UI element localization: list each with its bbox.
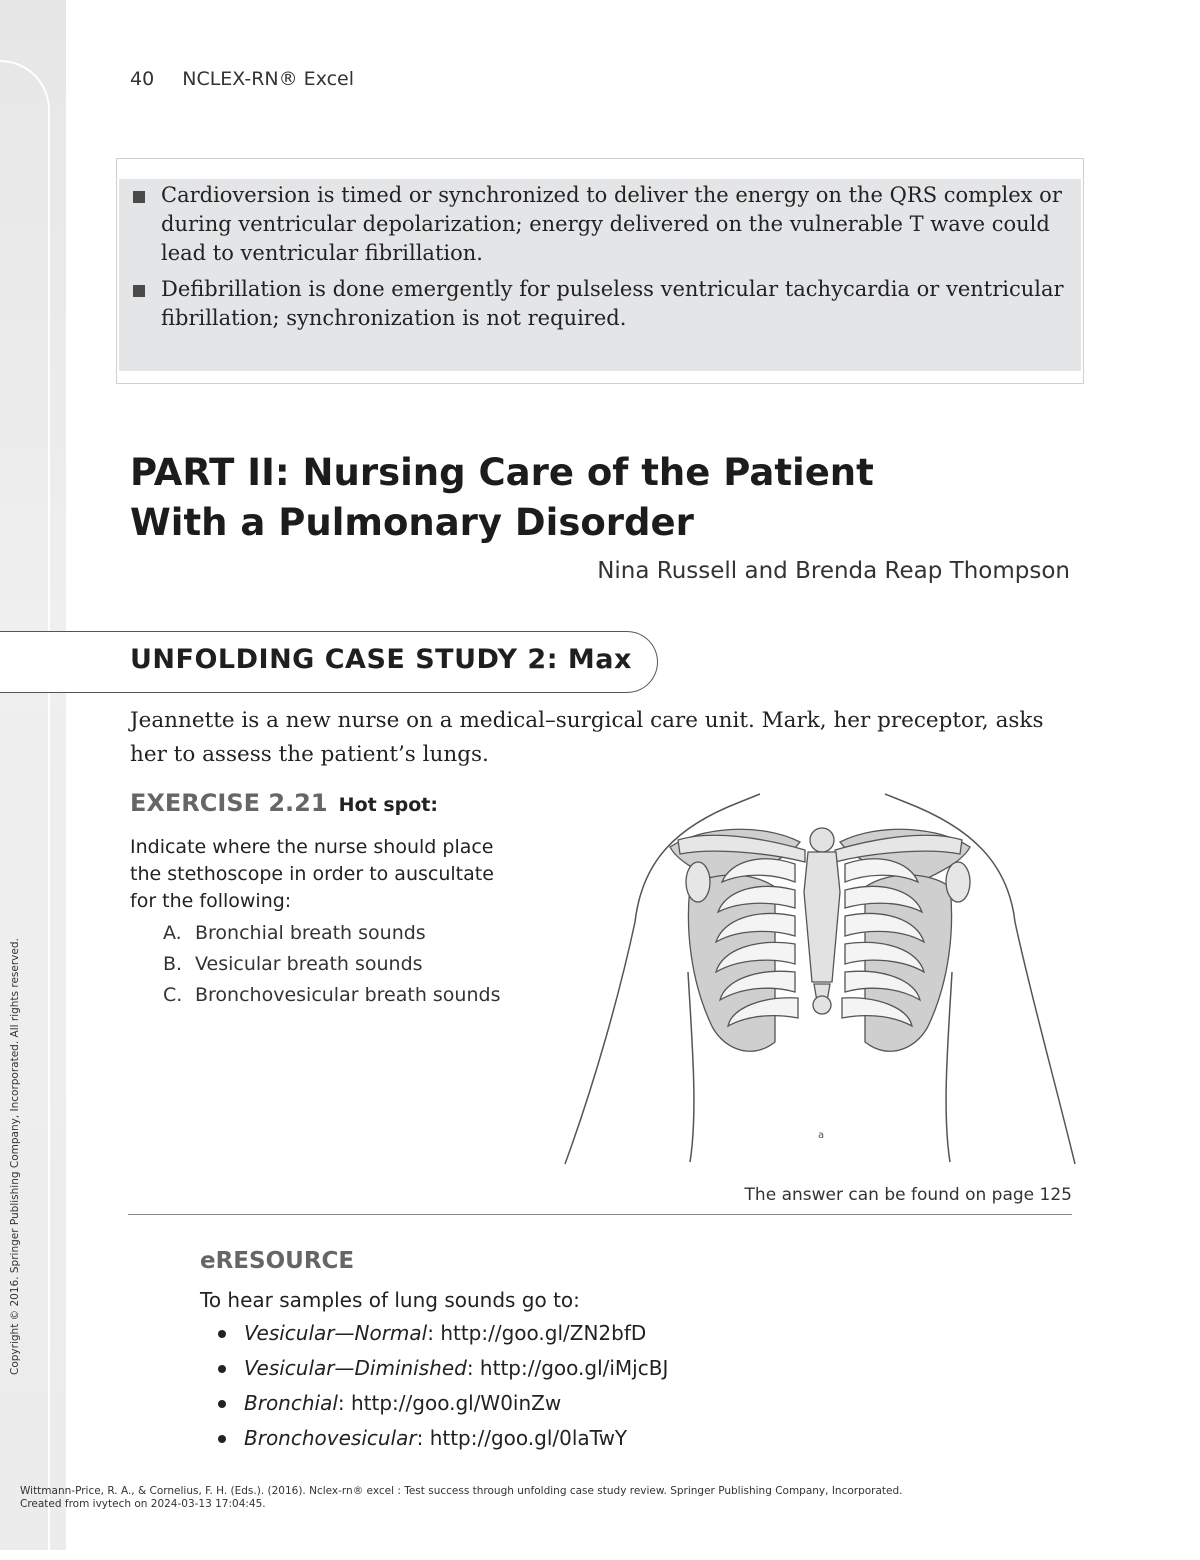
option-letter: A. (163, 922, 182, 944)
option-letter: C. (163, 984, 183, 1006)
bullet-icon (218, 1400, 226, 1408)
eresource-intro: To hear samples of lung sounds go to: (200, 1288, 580, 1312)
running-header (130, 68, 354, 90)
exercise-option (163, 949, 500, 980)
option-text: Bronchial breath sounds (195, 922, 426, 944)
page-number: 40 (130, 68, 155, 90)
option-letter: B. (163, 953, 183, 975)
part-title-line-2: With a Pulmonary Disorder (130, 501, 694, 544)
link-url[interactable]: : http://goo.gl/iMjcBJ (466, 1356, 669, 1380)
note-item-text: Defibrillation is done emergently for pulseless ventricular tachycardia or ventricular fibrillation; synchronization is not required. (161, 277, 1064, 330)
note-list (131, 181, 1067, 340)
chest-anatomy-figure[interactable] (560, 792, 1080, 1170)
bullet-icon (218, 1365, 226, 1373)
bullet-icon (218, 1330, 226, 1338)
exercise-heading (130, 789, 438, 817)
citation-footer (20, 1485, 903, 1511)
note-item (131, 275, 1067, 333)
citation-line: Wittmann-Price, R. A., & Cornelius, F. H. (Eds.). (2016). Nclex-rn® excel : Test success through unfolding case study review. Springer Publishing Company, Incorporated. (20, 1485, 903, 1497)
note-item-text: Cardioversion is timed or synchronized to deliver the energy on the QRS complex or during ventricular depolarization; energy delivered on the vulnerable T wave could lead to ventricular fibrillation. (161, 183, 1062, 265)
case-study-intro: Jeannette is a new nurse on a medical–surgical care unit. Mark, her preceptor, asks her to assess the patient’s lungs. (130, 708, 1044, 767)
figure-mark: a (818, 1130, 825, 1141)
link-label: Bronchial (244, 1391, 338, 1415)
square-bullet-icon (133, 285, 145, 297)
link-label: Vesicular—Diminished (244, 1356, 467, 1380)
bullet-icon (218, 1435, 226, 1443)
side-copyright-notice: Copyright © 2016. Springer Publishing Company, Incorporated. All rights reserved. (9, 938, 21, 1375)
link-url[interactable]: : http://goo.gl/0laTwY (416, 1426, 628, 1450)
chapter-authors: Nina Russell and Brenda Reap Thompson (597, 558, 1070, 584)
eresource-link-item[interactable] (218, 1421, 668, 1456)
margin-curve-decoration (0, 60, 50, 1560)
exercise-options (163, 918, 500, 1011)
exercise-option (163, 980, 500, 1011)
created-from-line: Created from ivytech on 2024-03-13 17:04:45. (20, 1498, 266, 1510)
answer-reference: The answer can be found on page 125 (744, 1185, 1072, 1205)
exercise-type: Hot spot: (338, 794, 438, 816)
exercise-option (163, 918, 500, 949)
link-label: Vesicular—Normal (244, 1321, 428, 1345)
section-divider (128, 1214, 1072, 1215)
case-study-title: UNFOLDING CASE STUDY 2: Max (130, 644, 632, 675)
option-text: Vesicular breath sounds (195, 953, 423, 975)
exercise-instruction: Indicate where the nurse should place the stethoscope in order to auscultate for the following: (130, 836, 494, 912)
link-label: Bronchovesicular (244, 1426, 417, 1450)
note-box (116, 158, 1084, 384)
eresource-link-item[interactable] (218, 1316, 668, 1351)
note-item (131, 181, 1067, 268)
eresource-link-item[interactable] (218, 1351, 668, 1386)
exercise-number: EXERCISE 2.21 (130, 789, 328, 817)
option-text: Bronchovesicular breath sounds (195, 984, 501, 1006)
book-title: NCLEX-RN® Excel (182, 68, 355, 90)
link-url[interactable]: : http://goo.gl/ZN2bfD (427, 1321, 647, 1345)
eresource-link-item[interactable] (218, 1386, 668, 1421)
part-title-line-1: PART II: Nursing Care of the Patient (130, 451, 874, 494)
eresource-links (218, 1316, 668, 1456)
square-bullet-icon (133, 191, 145, 203)
part-title (130, 448, 874, 548)
eresource-title: eRESOURCE (200, 1248, 355, 1274)
link-url[interactable]: : http://goo.gl/W0inZw (337, 1391, 562, 1415)
